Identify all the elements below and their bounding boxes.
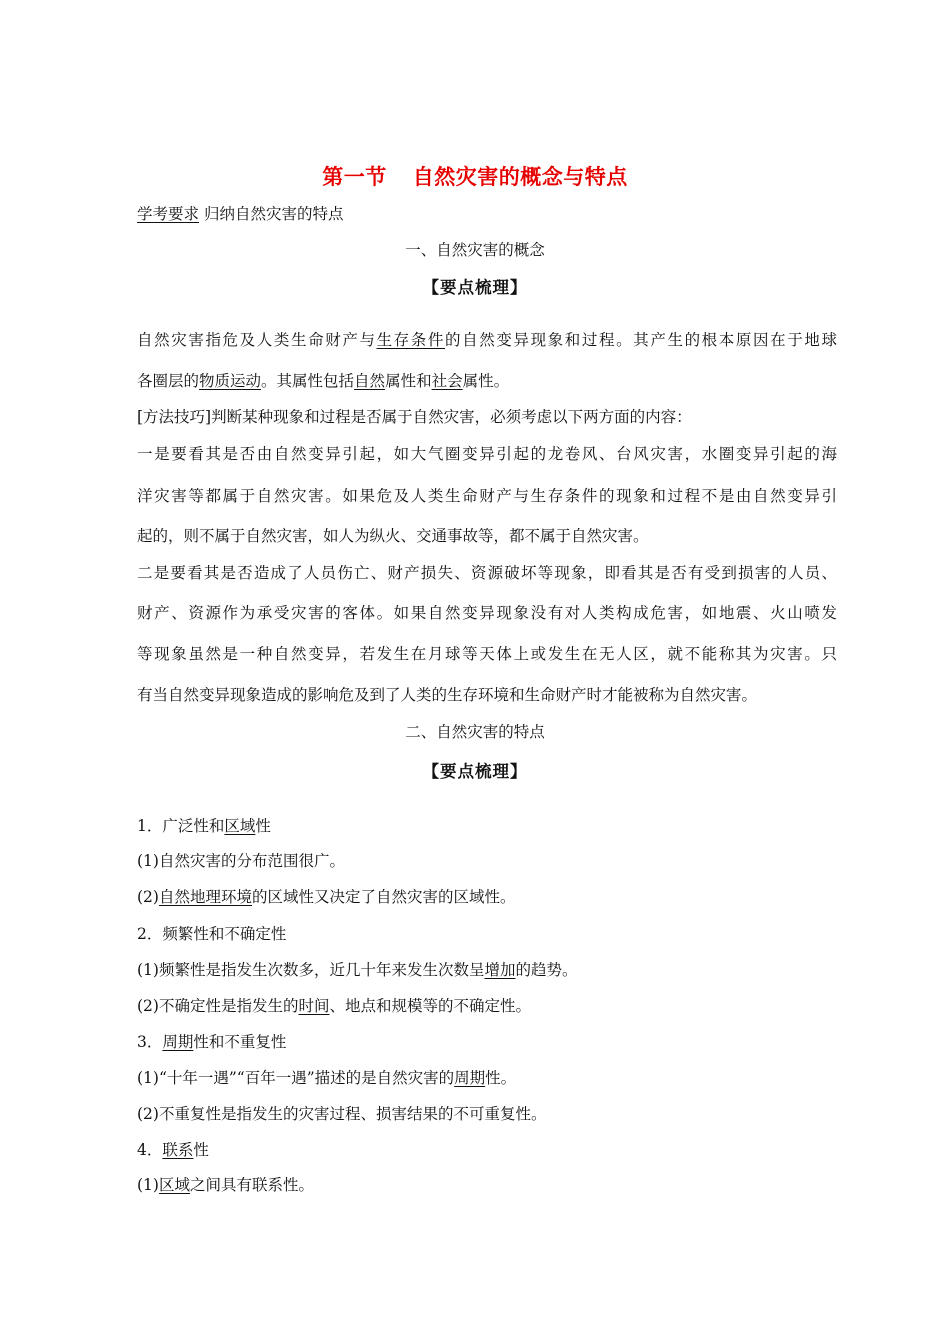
list-item: 2．频繁性和不确定性	[137, 925, 287, 943]
list-subitem: (1)区域之间具有联系性。	[137, 1176, 314, 1194]
page-title	[0, 161, 950, 191]
title-section-number: 第一节	[322, 165, 387, 189]
paragraph-line: 有当自然变异现象造成的影响危及到了人类的生存环境和生命财产时才能被称为自然灾害。	[137, 686, 758, 704]
title-topic: 自然灾害的概念与特点	[412, 165, 628, 189]
requirement-line	[137, 202, 343, 224]
list-subitem: (1)频繁性是指发生次数多，近几十年来发生次数呈增加的趋势。	[137, 961, 578, 979]
section1-key-points-heading: 【要点梳理】	[422, 278, 528, 297]
paragraph-line: 自然灾害指危及人类生命财产与生存条件的自然变异现象和过程。其产生的根本原因在于地球	[137, 331, 837, 349]
section2-heading: 二、自然灾害的特点	[405, 723, 545, 741]
paragraph-line: 一是要看其是否由自然变异引起，如大气圈变异引起的龙卷风、台风灾害，水圈变异引起的海	[137, 445, 837, 463]
underlined-term: 社会	[431, 372, 463, 390]
method-tip: [方法技巧]判断某种现象和过程是否属于自然灾害，必须考虑以下两方面的内容：	[137, 408, 692, 426]
underlined-term: 自然	[354, 372, 386, 390]
list-subitem: (2)不确定性是指发生的时间、地点和规模等的不确定性。	[137, 997, 531, 1015]
list-subitem: (1)自然灾害的分布范围很广。	[137, 852, 345, 870]
section1-heading: 一、自然灾害的概念	[405, 241, 545, 259]
underlined-term: 增加	[484, 961, 516, 979]
underlined-term: 时间	[298, 997, 330, 1015]
list-item: 1．广泛性和区域性	[137, 817, 271, 835]
list-item: 3．周期性和不重复性	[137, 1033, 287, 1051]
underlined-term: 周期	[162, 1033, 194, 1051]
paragraph-line: 财产、资源作为承受灾害的客体。如果自然变异现象没有对人类构成危害，如地震、火山喷发	[137, 604, 837, 622]
paragraph-line: 各圈层的物质运动。其属性包括自然属性和社会属性。	[137, 372, 510, 390]
underlined-term: 联系	[162, 1141, 194, 1159]
underlined-term: 生存条件	[376, 331, 446, 349]
underlined-term: 周期	[454, 1069, 486, 1087]
paragraph-line: 洋灾害等都属于自然灾害。如果危及人类生命财产与生存条件的现象和过程不是由自然变异引	[137, 487, 837, 505]
paragraph-line: 二是要看其是否造成了人员伤亡、财产损失、资源破坏等现象，即看其是否有受到损害的人员、	[137, 564, 837, 582]
paragraph-line: 起的，则不属于自然灾害，如人为纵火、交通事故等，都不属于自然灾害。	[137, 527, 649, 545]
list-item: 4．联系性	[137, 1141, 209, 1159]
section2-key-points-heading: 【要点梳理】	[422, 762, 528, 781]
list-subitem: (2)不重复性是指发生的灾害过程、损害结果的不可重复性。	[137, 1105, 547, 1123]
requirement-label: 学考要求	[137, 205, 200, 223]
underlined-term: 物质运动	[199, 372, 262, 390]
paragraph-line: 等现象虽然是一种自然变异，若发生在月球等天体上或发生在无人区，就不能称其为灾害。只	[137, 645, 837, 663]
underlined-term: 区域	[224, 817, 256, 835]
list-subitem: (2)自然地理环境的区域性又决定了自然灾害的区域性。	[137, 888, 516, 906]
requirement-text: 归纳自然灾害的特点	[203, 205, 344, 223]
list-subitem: (1)“十年一遇”“百年一遇”描述的是自然灾害的周期性。	[137, 1069, 517, 1087]
underlined-term: 区域	[158, 1176, 190, 1194]
underlined-term: 自然地理环境	[158, 888, 252, 906]
